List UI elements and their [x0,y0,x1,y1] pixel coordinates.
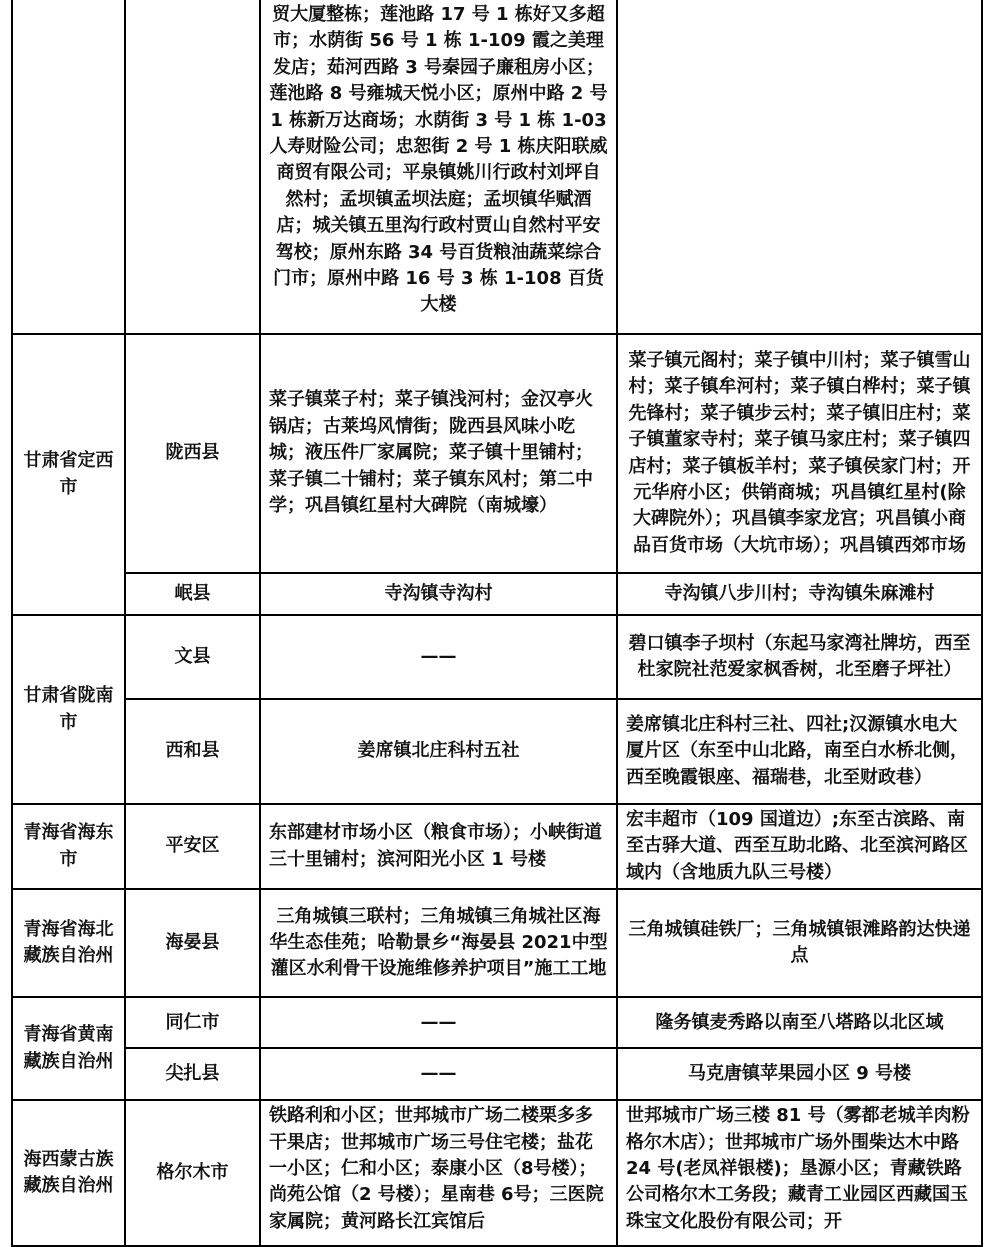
table-row [12,699,982,804]
table-row [12,1100,982,1246]
table-row [12,804,982,889]
low-risk-cell: 菜子镇元阁村；菜子镇中川村；菜子镇雪山村；菜子镇牟河村；菜子镇白桦村；菜子镇先锋村；菜子镇步云村；菜子镇旧庄村；菜子镇董家寺村；菜子镇马家庄村；菜子镇四店村；菜子镇板羊村；菜子镇侯家门村；开元华府小区；供销商城；巩昌镇红星村(除大碑院外）；巩昌镇李家龙宫；巩昌镇小商品百货市场（大坑市场）；巩昌镇西郊市场 [617,334,982,573]
low-risk-cell: 马克唐镇苹果园小区 9 号楼 [617,1048,982,1100]
low-risk-cell: 隆务镇麦秀路以南至八塔路以北区域 [617,997,982,1048]
county-cell: 西和县 [125,699,260,804]
medium-risk-cell: 铁路利和小区；世邦城市广场二楼栗多多干果店；世邦城市广场三号住宅楼；盐花一小区；仁和小区；泰康小区（8号楼）；尚苑公馆（2 号楼）；星南巷 6号；三医院家属院；黄河路长江宾馆后 [260,1100,617,1246]
city-cell: 青海省海东市 [12,804,125,889]
risk-area-table [11,0,983,1247]
low-risk-cell: 三角城镇硅铁厂；三角城镇银滩路韵达快递点 [617,889,982,997]
medium-risk-cell: 东部建材市场小区（粮食市场）；小峡街道三十里铺村；滨河阳光小区 1 号楼 [260,804,617,889]
medium-risk-cell: 寺沟镇寺沟村 [260,573,617,615]
county-cell: 岷县 [125,573,260,615]
table-row [12,997,982,1048]
low-risk-cell: 世邦城市广场三楼 81 号（雾都老城羊肉粉格尔木店）；世邦城市广场外围柴达木中路 24 号(老凤祥银楼)；垦源小区；青藏铁路公司格尔木工务段；藏青工业园区西藏国玉珠宝文化股份有限公司；开 [617,1100,982,1246]
low-risk-cell: 寺沟镇八步川村；寺沟镇朱麻滩村 [617,573,982,615]
table-row [12,615,982,699]
county-cell [125,0,260,334]
city-cell [12,0,125,334]
medium-risk-cell: 贸大厦整栋；莲池路 17 号 1 栋好又多超市；水荫街 56 号 1 栋 1-109 霞之美理发店；茹河西路 3 号秦园子廉租房小区；莲池路 8 号雍城天悦小区；原州中路 2 号 1 栋新万达商场；水荫街 3 号 1 栋 1-03 人寿财险公司；忠恕街 2 号 1 栋庆阳联威商贸有限公司；平泉镇姚川行政村刘坪自然村；孟坝镇孟坝法庭；孟坝镇华赋酒店；城关镇五里沟行政村贾山自然村平安驾校；原州东路 34 号百货粮油蔬菜综合门市；原州中路 16 号 3 栋 1-108 百货大楼 [260,0,617,334]
city-cell: 青海省黄南藏族自治州 [12,997,125,1100]
table-row [12,334,982,573]
county-cell: 格尔木市 [125,1100,260,1246]
medium-risk-cell: —— [260,1048,617,1100]
city-cell: 甘肃省陇南市 [12,615,125,804]
county-cell: 平安区 [125,804,260,889]
county-cell: 文县 [125,615,260,699]
low-risk-cell [617,0,982,334]
city-cell: 甘肃省定西市 [12,334,125,615]
medium-risk-cell: 姜席镇北庄科村五社 [260,699,617,804]
city-cell: 海西蒙古族藏族自治州 [12,1100,125,1246]
medium-risk-cell: 菜子镇菜子村；菜子镇浅河村；金汉亭火锅店；古莱坞风情街；陇西县风味小吃城；液压件厂家属院；菜子镇十里铺村；菜子镇二十铺村；菜子镇东风村；第二中学；巩昌镇红星村大碑院（南城壕） [260,334,617,573]
medium-risk-cell: 三角城镇三联村；三角城镇三角城社区海华生态佳苑；哈勒景乡“海晏县 2021中型灌区水利骨干设施维修养护项目”施工工地 [260,889,617,997]
medium-risk-cell: —— [260,615,617,699]
document-page [11,0,983,1247]
low-risk-cell: 姜席镇北庄科村三社、四社;汉源镇水电大厦片区（东至中山北路，南至白水桥北侧，西至晚霞银座、福瑞巷，北至财政巷） [617,699,982,804]
low-risk-cell: 碧口镇李子坝村（东起马家湾社牌坊，西至杜家院社范爱家枫香树，北至磨子坪社） [617,615,982,699]
medium-risk-cell: —— [260,997,617,1048]
table-row [12,573,982,615]
county-cell: 海晏县 [125,889,260,997]
county-cell: 陇西县 [125,334,260,573]
table-row [12,889,982,997]
table-row [12,1048,982,1100]
county-cell: 同仁市 [125,997,260,1048]
low-risk-cell: 宏丰超市（109 国道边）;东至古滨路、南至古驿大道、西至互助北路、北至滨河路区域内（含地质九队三号楼） [617,804,982,889]
county-cell: 尖扎县 [125,1048,260,1100]
table-row [12,0,982,334]
city-cell: 青海省海北藏族自治州 [12,889,125,997]
